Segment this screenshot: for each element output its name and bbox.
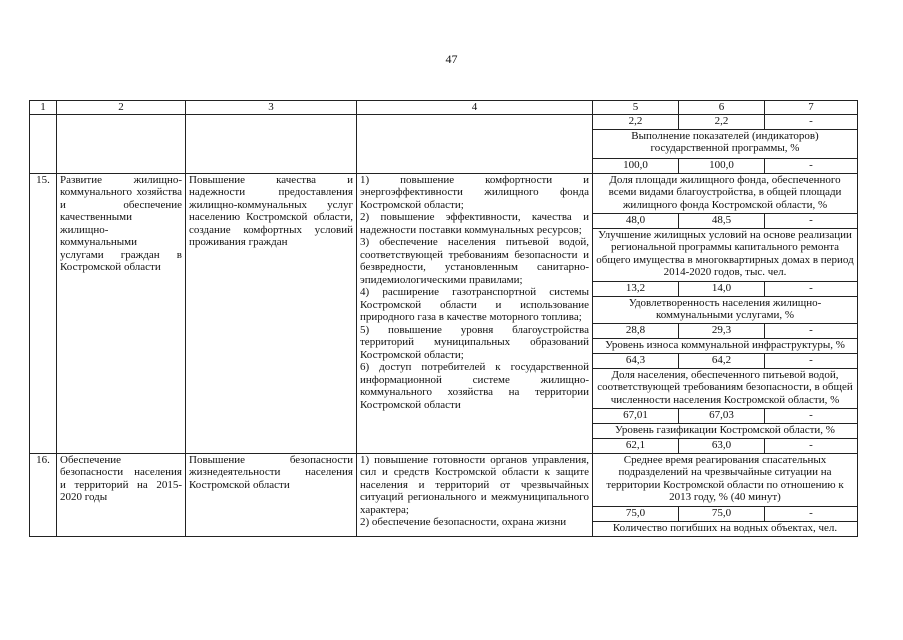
- indicator-label: Уровень износа коммунальной инфраструктуры, %: [593, 338, 858, 353]
- program-name: Обеспечение безопасности населения и территорий на 2015-2020 годы: [57, 453, 186, 536]
- task-item: 1) повышение комфортности и энергоэффективности жилищного фонда Костромской области;: [360, 173, 589, 211]
- program-goal: Повышение безопасности жизнедеятельности населения Костромской области: [186, 453, 357, 536]
- task-item: 5) повышение уровня благоустройства территорий муниципальных образований Костромской области;: [360, 323, 589, 361]
- value-cell: 29,3: [679, 323, 765, 338]
- value-cell: -: [765, 323, 858, 338]
- header-cell: 3: [186, 101, 357, 115]
- value-cell: -: [765, 158, 858, 173]
- program-goal: Повышение качества и надежности предоставления жилищно-коммунальных услуг населению Костромской области, создание комфортных условий проживания граждан: [186, 173, 357, 453]
- program-tasks: [357, 173, 593, 453]
- value-cell: 62,1: [593, 438, 679, 453]
- num-cell: [30, 114, 57, 173]
- value-cell: -: [765, 213, 858, 228]
- value-cell: 63,0: [679, 438, 765, 453]
- value-cell: -: [765, 353, 858, 368]
- value-cell: 14,0: [679, 281, 765, 296]
- value-cell: 100,0: [679, 158, 765, 173]
- value-cell: 48,0: [593, 213, 679, 228]
- indicator-label: Уровень газификации Костромской области, %: [593, 423, 858, 438]
- indicator-label: Среднее время реагирования спасательных подразделений на чрезвычайные ситуации на территории Костромской области по отношению к 2013 году, % (40 минут): [593, 453, 858, 506]
- value-cell: -: [765, 281, 858, 296]
- program-name: Развитие жилищно-коммунального хозяйства и обеспечение качественными жилищно-коммунальными услугами граждан в Костромской области: [57, 173, 186, 453]
- value-cell: 75,0: [593, 506, 679, 521]
- value-cell: 67,03: [679, 408, 765, 423]
- goal-cell: [186, 114, 357, 173]
- value-cell: -: [765, 506, 858, 521]
- task-item: 1) повышение готовности органов управления, сил и средств Костромской области к защите населения и территорий от чрезвычайных ситуаций регионального и межмуниципального характера;: [360, 453, 589, 516]
- header-row: [30, 101, 858, 115]
- program-table: [29, 100, 858, 537]
- value-cell: 75,0: [679, 506, 765, 521]
- value-cell: -: [765, 438, 858, 453]
- value-cell: 2,2: [593, 114, 679, 129]
- indicator-label: Улучшение жилищных условий на основе реализации региональной программы капитального ремонта общего имущества в многоквартирных домах в период 2014-2020 годов, тыс. чел.: [593, 228, 858, 281]
- indicator-label: Доля населения, обеспеченного питьевой водой, соответствующей требованиям безопасности, в общей численности населения Костромской области, %: [593, 368, 858, 408]
- value-cell: 64,3: [593, 353, 679, 368]
- page-number: 47: [445, 52, 458, 66]
- row-number: 15.: [30, 173, 57, 453]
- indicator-label: Доля площади жилищного фонда, обеспеченного всеми видами благоустройства, в общей площади жилищного фонда Костромской области, %: [593, 173, 858, 213]
- program-tasks: [357, 453, 593, 536]
- value-cell: 13,2: [593, 281, 679, 296]
- value-cell: -: [765, 114, 858, 129]
- table-row: [30, 453, 858, 506]
- value-cell: 28,8: [593, 323, 679, 338]
- indicator-label: Количество погибших на водных объектах, чел.: [593, 521, 858, 536]
- table-row: [30, 114, 858, 129]
- task-item: 6) доступ потребителей к государственной информационной системе жилищно-коммунального хозяйства на территории Костромской области: [360, 361, 589, 411]
- task-item: 4) расширение газотранспортной системы Костромской области и использование природного газа в качестве моторного топлива;: [360, 286, 589, 323]
- header-cell: 7: [765, 101, 858, 115]
- program-name-cell: [57, 114, 186, 173]
- tasks-cell: [357, 114, 593, 173]
- header-cell: 6: [679, 101, 765, 115]
- value-cell: 48,5: [679, 213, 765, 228]
- table-row: [30, 173, 858, 213]
- header-cell: 4: [357, 101, 593, 115]
- header-cell: 5: [593, 101, 679, 115]
- header-cell: 2: [57, 101, 186, 115]
- value-cell: 64,2: [679, 353, 765, 368]
- task-item: 2) повышение эффективности, качества и надежности поставки коммунальных ресурсов;: [360, 211, 589, 236]
- value-cell: 2,2: [679, 114, 765, 129]
- row-number: 16.: [30, 453, 57, 536]
- value-cell: -: [765, 408, 858, 423]
- task-item: 3) обеспечение населения питьевой водой, соответствующей требованиям безопасности и безвредности, установленным санитарно-эпидемиологическими правилами;: [360, 236, 589, 286]
- value-cell: 100,0: [593, 158, 679, 173]
- indicator-label: Выполнение показателей (индикаторов) государственной программы, %: [593, 129, 858, 158]
- task-item: 2) обеспечение безопасности, охрана жизни: [360, 516, 567, 528]
- value-cell: 67,01: [593, 408, 679, 423]
- indicator-label: Удовлетворенность населения жилищно-коммунальными услугами, %: [593, 296, 858, 323]
- header-cell: 1: [30, 101, 57, 115]
